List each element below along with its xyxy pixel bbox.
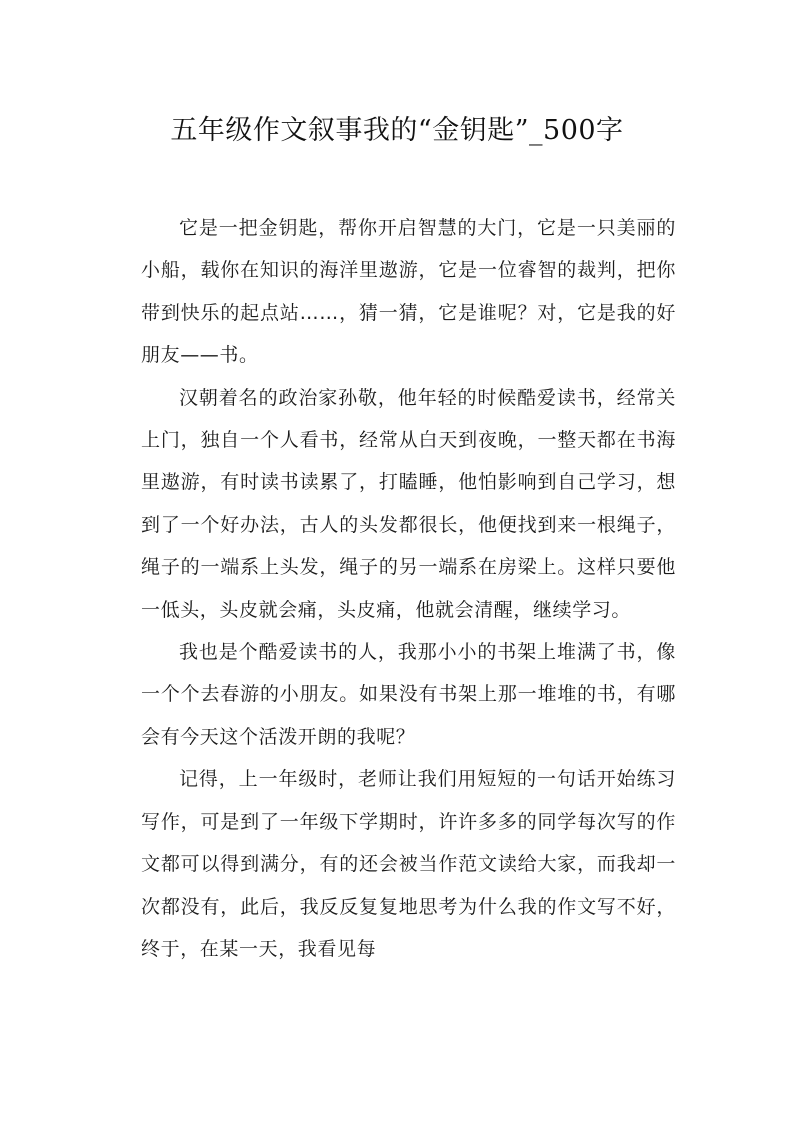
paragraph-4: 记得，上一年级时，老师让我们用短短的一句话开始练习写作，可是到了一年级下学期时，许许多多的同学每次写的作文都可以得到满分，有的还会被当作范文读给大家，而我却一次都没有，此后，我反反复复地思考为什么我的作文写不好，终于，在某一天，我看见每 [141, 768, 676, 960]
paragraph-1: 它是一把金钥匙，帮你开启智慧的大门，它是一只美丽的小船，载你在知识的海洋里遨游，它是一位睿智的裁判，把你带到快乐的起点站……，猜一猜，它是谁呢？对，它是我的好朋友——书。 [141, 217, 676, 367]
document-body [141, 207, 676, 970]
paragraph-2: 汉朝着名的政治家孙敬，他年轻的时候酷爱读书，经常关上门，独自一个人看书，经常从白天到夜晚，一整天都在书海里遨游，有时读书读累了，打瞌睡，他怕影响到自己学习，想到了一个好办法，古人的头发都很长，他便找到来一根绳子，绳子的一端系上头发，绳子的另一端系在房梁上。这样只要他一低头，头皮就会痛，头皮痛，他就会清醒，继续学习。 [141, 386, 676, 621]
document-title: 五年级作文叙事我的“金钥匙”_500字 [170, 115, 624, 146]
paragraph-3: 我也是个酷爱读书的人，我那小小的书架上堆满了书，像一个个去春游的小朋友。如果没有书架上那一堆堆的书，有哪会有今天这个活泼开朗的我呢？ [141, 641, 676, 748]
